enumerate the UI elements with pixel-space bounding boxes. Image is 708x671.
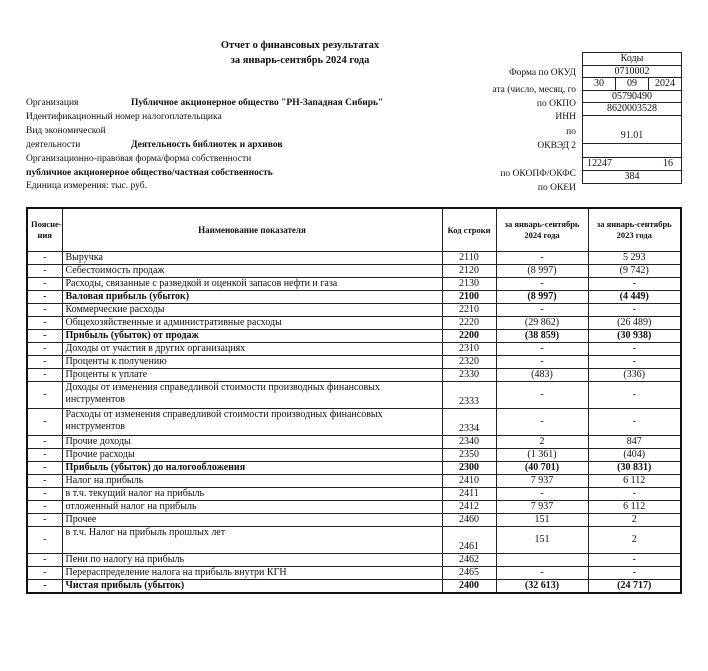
row-value-2024 (496, 554, 588, 567)
taxpayer-id-label: Идентификационный номер налогоплательщика (26, 112, 222, 122)
row-name: в т.ч. текущий налог на прибыль (62, 488, 442, 501)
table-row (27, 475, 681, 488)
row-value-2024: (483) (496, 369, 588, 382)
row-value-2024: 2 (496, 436, 588, 449)
table-row (27, 409, 681, 436)
legal-form-label: Организационно-правовая форма/форма собственности (26, 154, 252, 164)
row-note: - (27, 317, 62, 330)
row-value-2024: (38 859) (496, 330, 588, 343)
row-value-2024: 151 (496, 527, 588, 554)
row-name: Доходы от участия в других организациях (62, 343, 442, 356)
row-name: Проценты к уплате (62, 369, 442, 382)
row-name: Доходы от изменения справедливой стоимости производных финансовых инструментов (62, 382, 442, 409)
row-value-2023: (9 742) (588, 265, 681, 278)
row-value-2024: (1 361) (496, 449, 588, 462)
table-row (27, 356, 681, 369)
row-value-2024: (29 862) (496, 317, 588, 330)
col-name-header: Наименование показателя (62, 208, 442, 252)
row-note: - (27, 252, 62, 265)
report-period: за январь-сентябрь 2024 года (230, 55, 370, 66)
row-code: 2333 (442, 382, 496, 409)
row-note: - (27, 330, 62, 343)
row-note: - (27, 382, 62, 409)
row-note: - (27, 369, 62, 382)
row-code: 2310 (442, 343, 496, 356)
row-value-2023: - (588, 304, 681, 317)
row-value-2023: 6 112 (588, 475, 681, 488)
row-value-2023: 2 (588, 514, 681, 527)
row-value-2023: - (588, 409, 681, 436)
row-value-2023: 5 293 (588, 252, 681, 265)
row-code: 2130 (442, 278, 496, 291)
row-code: 2220 (442, 317, 496, 330)
row-value-2024: 151 (496, 514, 588, 527)
unit-label: Единица измерения: тыс. руб. (26, 181, 147, 191)
table-row (27, 382, 681, 409)
row-code: 2411 (442, 488, 496, 501)
row-code: 2300 (442, 462, 496, 475)
date-value (583, 78, 681, 91)
activity-label-1: Вид экономической (26, 126, 106, 136)
okpo-value: 05790490 (583, 91, 681, 104)
table-row (27, 369, 681, 382)
table-row (27, 291, 681, 304)
table-row (27, 436, 681, 449)
okopf-label: по ОКОПФ/ОКФС (500, 169, 576, 179)
row-name: отложенный налог на прибыль (62, 501, 442, 514)
date-label: ата (число, месяц, го (492, 85, 576, 95)
row-value-2023: (404) (588, 449, 681, 462)
codes-box (582, 52, 682, 184)
table-row (27, 554, 681, 567)
row-value-2024: (8 997) (496, 291, 588, 304)
table-row (27, 580, 681, 594)
col-2024-header: за январь-сентябрь 2024 года (496, 208, 588, 252)
row-value-2023: - (588, 382, 681, 409)
okopf-code: 12247 (587, 157, 612, 169)
row-value-2024: - (496, 409, 588, 436)
row-note: - (27, 501, 62, 514)
legal-form-value: публичное акционерное общество/частная собственность (26, 168, 273, 178)
row-code: 2320 (442, 356, 496, 369)
date-day: 30 (583, 78, 616, 90)
blank-cell (583, 144, 681, 158)
row-note: - (27, 356, 62, 369)
row-note: - (27, 409, 62, 436)
row-name: Пени по налогу на прибыль (62, 554, 442, 567)
row-name: Прибыль (убыток) до налогообложения (62, 462, 442, 475)
row-value-2024: - (496, 343, 588, 356)
table-row (27, 278, 681, 291)
row-value-2023: (336) (588, 369, 681, 382)
row-note: - (27, 304, 62, 317)
okud-value: 0710002 (583, 66, 681, 79)
row-value-2023: (4 449) (588, 291, 681, 304)
row-name: Перераспределение налога на прибыль внутри КГН (62, 567, 442, 580)
row-code: 2340 (442, 436, 496, 449)
row-code: 2120 (442, 265, 496, 278)
row-note: - (27, 343, 62, 356)
row-code: 2410 (442, 475, 496, 488)
row-note: - (27, 514, 62, 527)
row-value-2024: - (496, 488, 588, 501)
row-value-2024: 7 937 (496, 501, 588, 514)
okei-label: по ОКЕИ (537, 183, 576, 193)
row-value-2024: 7 937 (496, 475, 588, 488)
row-name: Общехозяйственные и административные расходы (62, 317, 442, 330)
row-name: Проценты к получению (62, 356, 442, 369)
table-body (27, 252, 681, 594)
row-name: Прочие расходы (62, 449, 442, 462)
row-value-2024: (8 997) (496, 265, 588, 278)
row-name: Расходы, связанные с разведкой и оценкой запасов нефти и газа (62, 278, 442, 291)
table-row (27, 449, 681, 462)
table-row (27, 317, 681, 330)
okved-label-2: ОКВЭД 2 (537, 141, 576, 151)
row-note: - (27, 449, 62, 462)
date-year: 2024 (655, 78, 675, 90)
table-row (27, 304, 681, 317)
row-value-2023: 6 112 (588, 501, 681, 514)
row-name: Расходы от изменения справедливой стоимости производных финансовых инструментов (62, 409, 442, 436)
row-name: Прибыль (убыток) от продаж (62, 330, 442, 343)
table-header-row (27, 208, 681, 252)
col-note-header: Поясне-ния (27, 208, 62, 252)
row-note: - (27, 488, 62, 501)
row-code: 2465 (442, 567, 496, 580)
row-note: - (27, 462, 62, 475)
row-note: - (27, 475, 62, 488)
okud-label: Форма по ОКУД (509, 68, 576, 78)
row-note: - (27, 436, 62, 449)
row-name: Чистая прибыль (убыток) (62, 580, 442, 594)
row-name: Коммерческие расходы (62, 304, 442, 317)
table-row (27, 462, 681, 475)
row-code: 2350 (442, 449, 496, 462)
row-code: 2460 (442, 514, 496, 527)
row-value-2023: - (588, 488, 681, 501)
report-title: Отчет о финансовых результатах (220, 40, 380, 51)
table-row (27, 343, 681, 356)
row-code: 2100 (442, 291, 496, 304)
row-name: Себестоимость продаж (62, 265, 442, 278)
row-value-2023: (24 717) (588, 580, 681, 594)
row-value-2023: 2 (588, 527, 681, 554)
row-name: в т.ч. Налог на прибыль прошлых лет (62, 527, 442, 554)
row-note: - (27, 291, 62, 304)
row-note: - (27, 265, 62, 278)
row-note: - (27, 527, 62, 554)
row-value-2024: - (496, 278, 588, 291)
okfs-code: 16 (663, 157, 673, 169)
row-value-2024: (32 613) (496, 580, 588, 594)
table-row (27, 330, 681, 343)
table-row (27, 567, 681, 580)
row-value-2023: (30 938) (588, 330, 681, 343)
row-value-2023: - (588, 278, 681, 291)
table-row (27, 252, 681, 265)
row-code: 2334 (442, 409, 496, 436)
row-code: 2330 (442, 369, 496, 382)
row-note: - (27, 567, 62, 580)
table-row (27, 488, 681, 501)
codes-heading: Коды (583, 53, 681, 66)
row-value-2024: - (496, 382, 588, 409)
row-name: Выручка (62, 252, 442, 265)
col-code-header: Код строки (442, 208, 496, 252)
row-value-2023: (26 489) (588, 317, 681, 330)
activity-value: Деятельность библиотек и архивов (131, 140, 283, 150)
row-value-2024: - (496, 304, 588, 317)
row-code: 2200 (442, 330, 496, 343)
financial-results-table (26, 207, 682, 594)
date-month: 09 (616, 78, 649, 90)
row-value-2024: - (496, 252, 588, 265)
row-value-2023: - (588, 554, 681, 567)
row-code: 2412 (442, 501, 496, 514)
row-code: 2110 (442, 252, 496, 265)
row-note: - (27, 278, 62, 291)
okei-value: 384 (624, 170, 640, 182)
row-value-2024: - (496, 356, 588, 369)
row-note: - (27, 554, 62, 567)
row-value-2023: - (588, 356, 681, 369)
row-name: Валовая прибыль (убыток) (62, 291, 442, 304)
row-value-2023: - (588, 343, 681, 356)
okpo-label: по ОКПО (536, 99, 576, 109)
okved-label-1: по (566, 127, 576, 137)
row-value-2023: 847 (588, 436, 681, 449)
row-code: 2461 (442, 527, 496, 554)
inn-value: 8620003528 (583, 103, 681, 116)
inn-code-label: ИНН (555, 112, 576, 122)
org-name: Публичное акционерное общество "РН-Западная Сибирь" (131, 98, 384, 108)
row-value-2023: (30 831) (588, 462, 681, 475)
table-row (27, 265, 681, 278)
row-code: 2462 (442, 554, 496, 567)
row-note: - (27, 580, 62, 594)
col-2023-header: за январь-сентябрь 2023 года (588, 208, 681, 252)
row-value-2024: - (496, 567, 588, 580)
org-label: Организация (26, 98, 79, 108)
row-name: Прочее (62, 514, 442, 527)
row-value-2024: (40 701) (496, 462, 588, 475)
row-name: Прочие доходы (62, 436, 442, 449)
row-code: 2400 (442, 580, 496, 594)
table-row (27, 527, 681, 554)
row-value-2023: - (588, 567, 681, 580)
row-name: Налог на прибыль (62, 475, 442, 488)
table-row (27, 501, 681, 514)
okopf-value (583, 158, 681, 171)
row-code: 2210 (442, 304, 496, 317)
okved-value: 91.01 (583, 116, 681, 144)
table-row (27, 514, 681, 527)
activity-label-2: деятельности (26, 140, 81, 150)
